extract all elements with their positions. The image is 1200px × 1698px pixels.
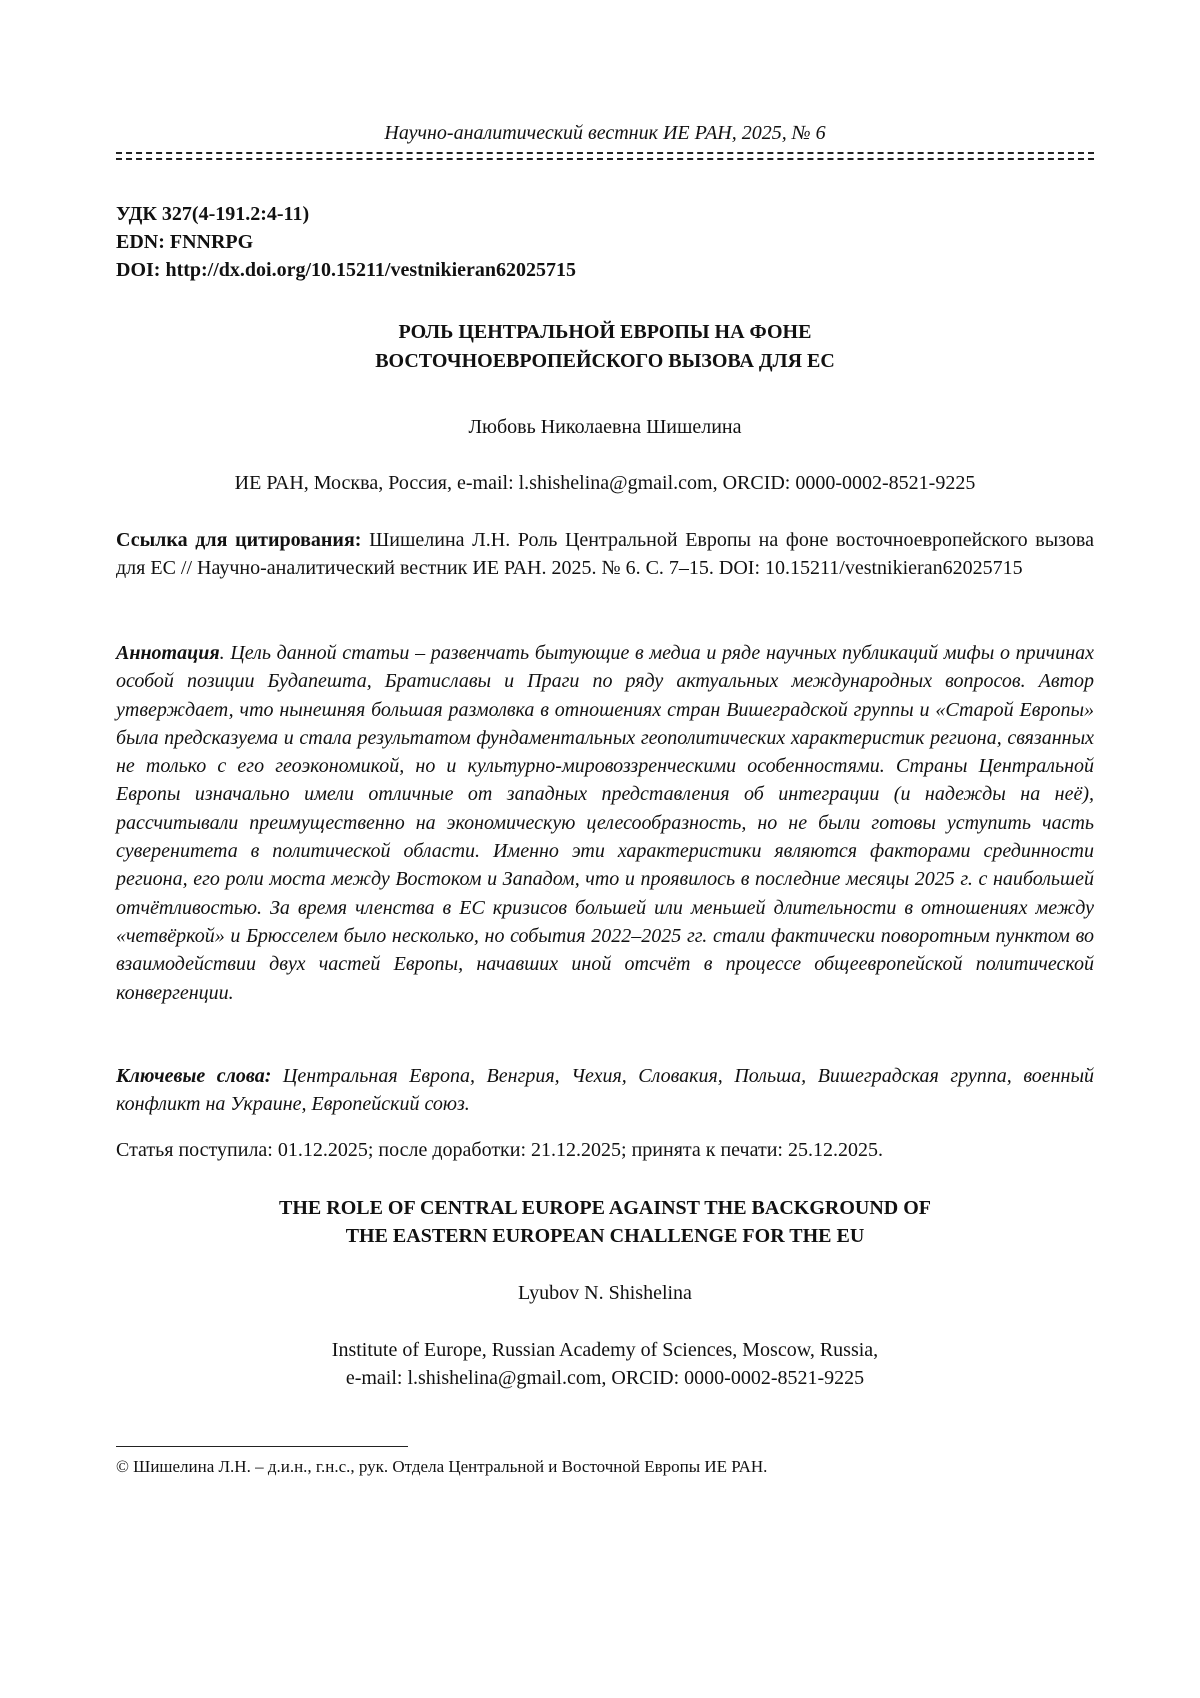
title-ru-line-2: ВОСТОЧНОЕВРОПЕЙСКОГО ВЫЗОВА ДЛЯ ЕС: [375, 350, 835, 372]
citation-label: Ссылка для цитирования:: [116, 529, 362, 551]
title-en-line-1: THE ROLE OF CENTRAL EUROPE AGAINST THE BACKGROUND OF: [279, 1197, 931, 1219]
affiliation-en: [116, 1336, 1094, 1392]
doi-link[interactable]: DOI: http://dx.doi.org/10.15211/vestnikieran62025715: [116, 259, 577, 281]
affiliation-en-line-2: e-mail: l.shishelina@gmail.com, ORCID: 0000-0002-8521-9225: [345, 1367, 865, 1389]
keywords-label: Ключевые слова:: [116, 1065, 272, 1087]
article-dates: Статья поступила: 01.12.2025; после доработки: 21.12.2025; принята к печати: 25.12.2025.: [116, 1139, 883, 1161]
article-identifiers: [116, 200, 576, 284]
header-double-rule: [116, 150, 1094, 164]
affiliation-ru: ИЕ РАН, Москва, Россия, e-mail: l.shishelina@gmail.com, ORCID: 0000-0002-8521-9225: [234, 472, 976, 494]
keywords-text: Центральная Европа, Венгрия, Чехия, Словакия, Польша, Вишеградская группа, военный конфликт на Украине, Европейский союз.: [116, 1065, 1095, 1115]
abstract-label: Аннотация: [116, 642, 220, 664]
citation-text: Шишелина Л.Н. Роль Центральной Европы на фоне восточноевропейского вызова для ЕС // Научно-аналитический вестник ИЕ РАН. 2025. № 6. С. 7–15. DOI: 10.15211/vestnikieran62025715: [116, 529, 1094, 579]
edn-code: EDN: FNNRPG: [116, 231, 254, 253]
abstract-block: [116, 639, 1094, 1007]
title-ru-line-1: РОЛЬ ЦЕНТРАЛЬНОЙ ЕВРОПЫ НА ФОНЕ: [398, 321, 812, 343]
author-name-en: Lyubov N. Shishelina: [518, 1282, 692, 1304]
author-name-ru: Любовь Николаевна Шишелина: [468, 416, 742, 438]
footnote: © Шишелина Л.Н. – д.и.н., г.н.с., рук. Отдела Центральной и Восточной Европы ИЕ РАН.: [116, 1457, 768, 1476]
running-head: Научно-аналитический вестник ИЕ РАН, 2025, № 6: [384, 122, 826, 144]
abstract-text: . Цель данной статьи – развенчать бытующие в медиа и ряде научных публикаций мифы о причинах особой позиции Будапешта, Братиславы и Праги по ряду актуальных международных вопросов. Автор утверждает, что нынешняя большая размолвка в отношениях стран Вишеградской группы и «Старой Европы» была предсказуема и стала результатом фундаментальных геополитических характеристик региона, связанных не только с его геоэкономикой, но и культурно-мировоззренческими особенностями. Страны Центральной Европы изначально имели отличные от западных представления об интеграции (и надежды на неё), рассчитывали преимущественно на экономическую целесообразность, но не были готовы уступить часть суверенитета в политической области. Именно эти характеристики являются факторами срединности региона, его роли моста между Востоком и Западом, что и проявилось в последние месяцы 2025 г. с наибольшей отчётливостью. За время членства в ЕС кризисов большей или меньшей длительности в отношениях между «четвёркой» и Брюсселем было несколько, но события 2022–2025 гг. стали фактически поворотным пунктом во взаимодействии двух частей Европы, начавших иной отсчёт в процессе общеевропейской политической конвергенции.: [116, 642, 1094, 1004]
keywords-block: [116, 1062, 1094, 1118]
affiliation-en-line-1: Institute of Europe, Russian Academy of Sciences, Moscow, Russia,: [331, 1339, 879, 1361]
title-en-line-2: THE EASTERN EUROPEAN CHALLENGE FOR THE EU: [345, 1225, 865, 1247]
article-title-ru: [116, 318, 1094, 376]
udk-code: УДК 327(4-191.2:4-11): [116, 203, 310, 225]
article-title-en: [116, 1194, 1094, 1250]
citation-block: [116, 526, 1094, 582]
footnote-separator: [116, 1446, 408, 1447]
